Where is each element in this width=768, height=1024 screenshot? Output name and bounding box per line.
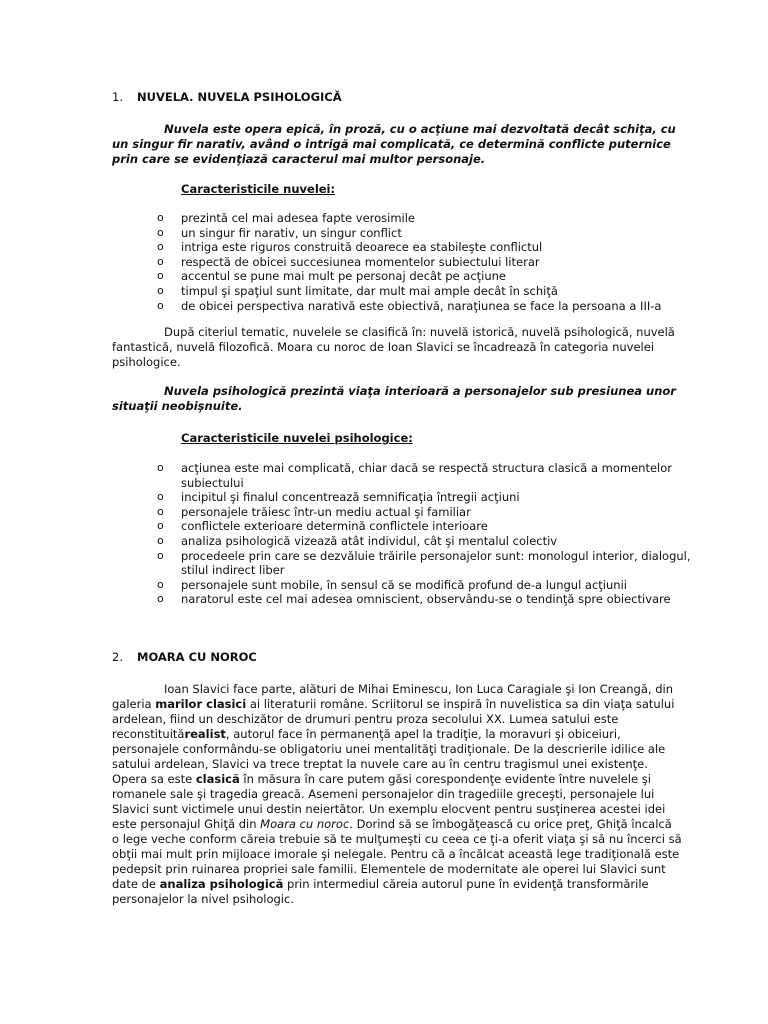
nuvela-definition: Nuvela este opera epică, în proză, cu o acţiune mai dezvoltată decât schiţa, cu un singur fir narativ, având o intrigă mai complicată, ce determină conflicte puternice prin care se evidenţiază caracterul mai multor personaje. [112,122,676,166]
emphasis-text: marilor clasici [155,697,247,711]
section-2-number: 2. [112,650,123,664]
emphasis-text: clasică [195,772,240,786]
features-heading: Caracteristicile nuvelei: [181,182,336,196]
list-item: o intriga este riguros construită deoarece ea stabileşte conflictul [157,240,697,255]
list-item: o prezintă cel mai adesea fapte verosimile [157,211,697,226]
paragraph-text: în măsura în care putem găsi corespondenţe evidente între nuvelele şi romanele sale şi tragedia greacă. Asemeni personajelor din tragediile greceşti, personajele lui Slavici sunt victimele unui destin neiertător. Un exemplu elocvent pentru susţinerea acestei idei este personajul Ghiţă din [112,772,666,831]
section-2-heading [112,650,257,665]
emphasis-text: analiza psihologică [159,877,284,891]
psych-features-heading: Caracteristicile nuvelei psihologice: [181,431,413,445]
section-2-title: MOARA CU NOROC [137,650,257,664]
psych-definition: Nuvela psihologică prezintă viaţa interioară a personajelor sub presiunea unor situaţii neobişnuite. [112,384,676,413]
classification-paragraph: După citeriul tematic, nuvelele se clasifică în: nuvelă istorică, nuvelă psihologică, nuvelă fantastică, nuvelă filozofică. Moara cu noroc de Ioan Slavici se încadrează în categoria nuvelei psihologice. [112,325,675,369]
list-item: o accentul se pune mai mult pe personaj decât pe acţiune [157,269,697,284]
paragraph-text: . Dorind să se îmbogăţească cu orice preţ, Ghiţă încalcă o lege veche conform căreia trebuie să te mulţumeşti cu ceea ce ţi-a oferit viaţa şi să nu încerci să obţii mai mult prin mijloace imorale şi nelegale. Pentru că a încălcat această lege tradiţională este pedepsit prin ruinarea propriei sale familii. Elementele de modernitate ale operei lui Slavici sunt date de [112,817,682,891]
work-title-text: Moara cu noroc [260,817,350,831]
list-item: o conflictele exterioare determină conflictele interioare [157,519,697,534]
list-item: o naratorul este cel mai adesea omniscient, observându-se o tendinţă spre obiectivare [157,592,697,607]
section-1-number: 1. [112,90,123,104]
list-item: o incipitul şi finalul concentrează semnificaţia întregii acţiuni [157,490,697,505]
paragraph-text: Ioan Slavici face parte, alături de Mihai Eminescu, Ion Luca Caragiale şi Ion Creangă, din galeria [112,682,673,711]
list-item: o respectă de obicei succesiunea momentelor subiectului literar [157,255,697,270]
list-item: o timpul şi spaţiul sunt limitate, dar mult mai ample decât în schiţă [157,284,697,299]
emphasis-text: realist [184,727,226,741]
list-item: o personajele sunt mobile, în sensul că se modifică profund de-a lungul acţiunii [157,578,697,593]
paragraph-text: , autorul face în permanenţă apel la tradiţie, la moravuri şi obiceiuri, personajele conformându-se obligatoriu unei mentalităţi tradiţionale. De la descrierile idilice ale satului ardelean, Slavici va trece treptat la nuvele care au în centru tragismul unei existenţe. Opera sa este [112,727,666,786]
section-1-title: NUVELA. NUVELA PSIHOLOGICĂ [137,90,342,104]
paragraph-text: prin intermediul căreia autorul pune în evidenţă transformările personajelor la nivel psihologic. [112,877,649,906]
list-item: o acţiunea este mai complicată, chiar dacă se respectă structura clasică a momentelor subiectului [157,461,697,490]
list-item: o un singur fir narativ, un singur conflict [157,226,697,241]
features-list [157,211,697,313]
list-item: o personajele trăiesc într-un mediu actual şi familiar [157,505,697,520]
paragraph-text: ai literaturii române. Scriitorul se inspiră în nuvelistica sa din viaţa satului ardelean, fiind un deschizător de drumuri pentru proza secolului XX. Lumea satului este reconstituită [112,697,675,741]
list-item: o de obicei perspectiva narativă este obiectivă, naraţiunea se face la persoana a III-a [157,299,697,314]
slavici-paragraph [112,682,682,907]
list-item: o procedeele prin care se dezvăluie trăirile personajelor sunt: monologul interior, dialogul, stilul indirect liber [157,549,697,578]
section-1-heading [112,90,342,105]
list-item: o analiza psihologică vizează atât individul, cât şi mentalul colectiv [157,534,697,549]
psych-features-list [157,461,697,607]
